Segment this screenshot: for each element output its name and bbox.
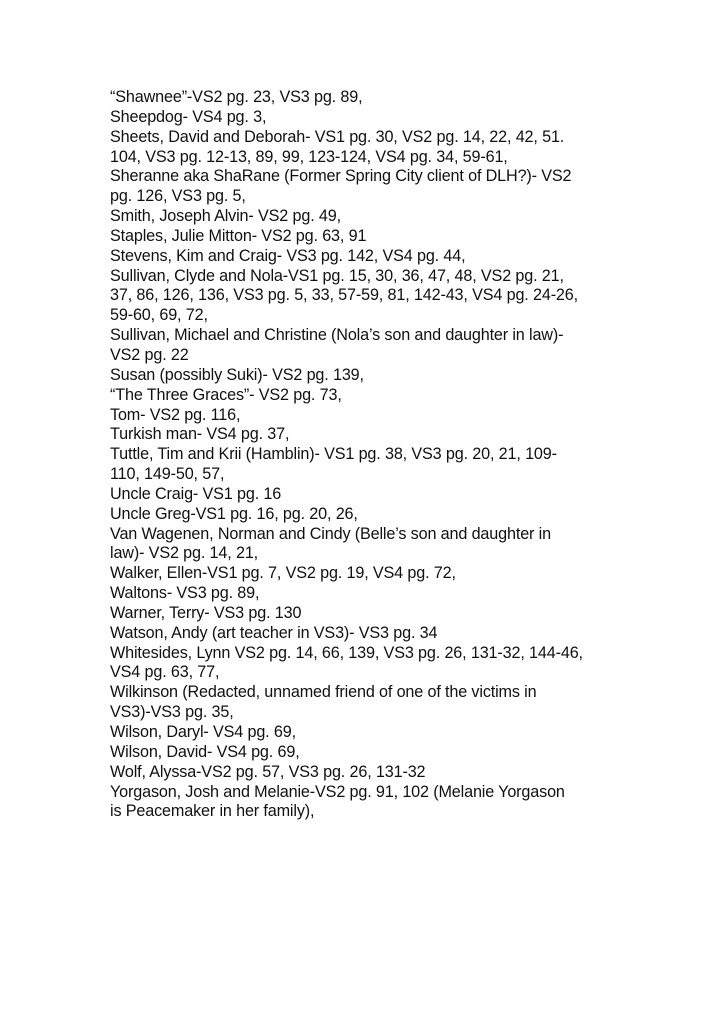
index-entry-shawnee: “Shawnee”-VS2 pg. 23, VS3 pg. 89,	[110, 88, 363, 106]
index-entry-walker: Walker, Ellen-VS1 pg. 7, VS2 pg. 19, VS4 pg. 72,	[110, 564, 456, 583]
index-entry-three-graces: “The Three Graces”- VS2 pg. 73,	[110, 385, 342, 404]
index-entry-wolf: Wolf, Alyssa-VS2 pg. 57, VS3 pg. 26, 131-32	[110, 762, 426, 781]
index-entry-tom: Tom- VS2 pg. 116,	[110, 405, 241, 424]
index-entry-sheranne: Sheranne aka ShaRane (Former Spring City client of DLH?)- VS2 pg. 126, VS3 pg. 5,	[110, 167, 572, 206]
index-entry-uncle-greg: Uncle Greg-VS1 pg. 16, pg. 20, 26,	[110, 504, 358, 523]
index-entry-wilkinson: Wilkinson (Redacted, unnamed friend of one of the victims in VS3)-VS3 pg. 35,	[110, 683, 537, 722]
index-entry-turkish-man: Turkish man- VS4 pg. 37,	[110, 425, 290, 444]
index-entry-yorgason: Yorgason, Josh and Melanie-VS2 pg. 91, 102 (Melanie Yorgason is Peacemaker in her family),	[110, 782, 565, 821]
index-entry-warner: Warner, Terry- VS3 pg. 130	[110, 603, 302, 622]
index-page	[110, 88, 630, 822]
index-entry-wilson-david: Wilson, David- VS4 pg. 69,	[110, 742, 300, 761]
index-entry-sheets: Sheets, David and Deborah- VS1 pg. 30, VS2 pg. 14, 22, 42, 51. 104, VS3 pg. 12-13, 89, 99, 123-124, VS4 pg. 34, 59-61,	[110, 127, 565, 166]
index-entry-watson: Watson, Andy (art teacher in VS3)- VS3 pg. 34	[110, 623, 438, 642]
index-entry-wilson-daryl: Wilson, Daryl- VS4 pg. 69,	[110, 723, 296, 741]
index-entry-waltons: Waltons- VS3 pg. 89,	[110, 584, 260, 603]
index-entry-sullivan-michael: Sullivan, Michael and Christine (Nola’s son and daughter in law)- VS2 pg. 22	[110, 326, 564, 364]
index-entry-stevens: Stevens, Kim and Craig- VS3 pg. 142, VS4 pg. 44,	[110, 246, 466, 265]
index-entry-tuttle: Tuttle, Tim and Krii (Hamblin)- VS1 pg. 38, VS3 pg. 20, 21, 109- 110, 149-50, 57,	[110, 445, 557, 484]
index-entry-sheepdog: Sheepdog- VS4 pg. 3,	[110, 107, 267, 126]
index-entry-uncle-craig: Uncle Craig- VS1 pg. 16	[110, 484, 282, 503]
index-entry-sullivan-clyde: Sullivan, Clyde and Nola-VS1 pg. 15, 30, 36, 47, 48, VS2 pg. 21, 37, 86, 126, 136, VS3 pg. 5, 33, 57-59, 81, 142-43, VS4 pg. 24-26, 59-60, 69, 72,	[110, 266, 578, 325]
index-entry-van-wagenen: Van Wagenen, Norman and Cindy (Belle’s son and daughter in law)- VS2 pg. 14, 21,	[110, 524, 551, 563]
index-entry-staples: Staples, Julie Mitton- VS2 pg. 63, 91	[110, 226, 367, 245]
index-entry-smith: Smith, Joseph Alvin- VS2 pg. 49,	[110, 207, 341, 226]
index-entry-susan: Susan (possibly Suki)- VS2 pg. 139,	[110, 365, 364, 384]
index-entry-whitesides: Whitesides, Lynn VS2 pg. 14, 66, 139, VS3 pg. 26, 131-32, 144-46, VS4 pg. 63, 77,	[110, 643, 583, 682]
